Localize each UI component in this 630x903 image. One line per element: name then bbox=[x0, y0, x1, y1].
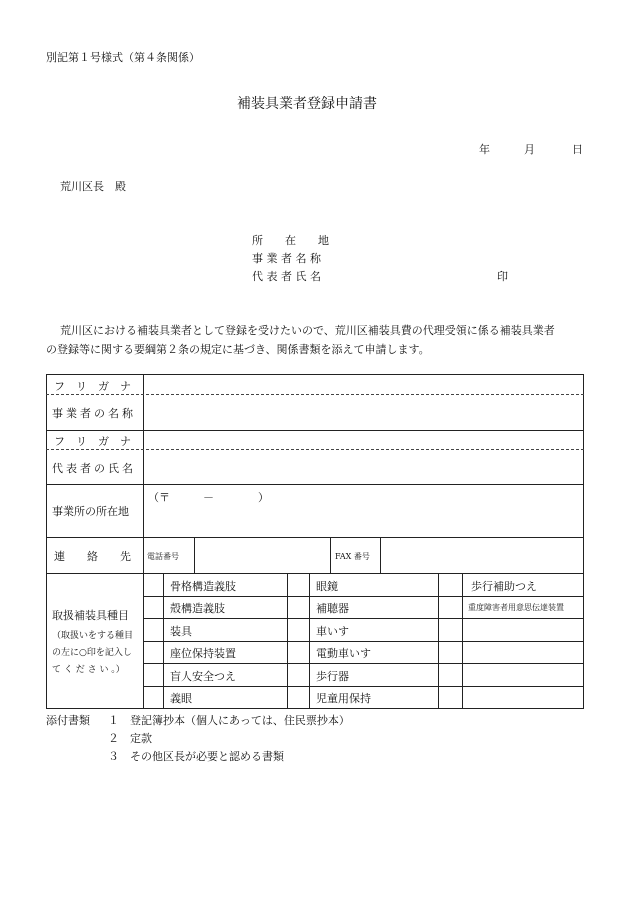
item-communication-device: 重度障害者用意思伝達装置 bbox=[468, 603, 564, 612]
category-note-1: （取扱いをする種目 bbox=[52, 631, 134, 641]
date-month: 月 bbox=[524, 143, 535, 156]
date-year: 年 bbox=[479, 143, 490, 156]
body-line-1: 荒川区における補装具業者として登録を受けたいので、荒川区補装具費の代理受領に係る補装具業者 bbox=[60, 324, 555, 337]
item-artificial-eye: 義眼 bbox=[170, 692, 192, 705]
contact-row-label: 連 絡 先 bbox=[54, 550, 131, 563]
representative-label: 代 表 者 氏 名 bbox=[252, 270, 321, 283]
form-number: 別記第１号様式（第４条関係） bbox=[46, 51, 200, 64]
fax-label: FAX 番号 bbox=[335, 552, 370, 561]
date-day: 日 bbox=[572, 143, 583, 156]
category-note-2: の左に○印を記入し bbox=[52, 648, 132, 658]
postal-code-field[interactable]: （〒 － ） bbox=[148, 491, 269, 504]
rep-name-row-label: 代表者の氏名 bbox=[52, 462, 136, 475]
furigana-label-1: フ リ ガ ナ bbox=[54, 380, 131, 393]
attachment-item-3: ３ その他区長が必要と認める書類 bbox=[108, 750, 284, 763]
item-white-cane: 盲人安全つえ bbox=[170, 670, 236, 683]
document-title: 補装具業者登録申請書 bbox=[237, 96, 377, 112]
item-skeletal-prosthesis: 骨格構造義肢 bbox=[170, 580, 236, 593]
attachment-item-2: ２ 定款 bbox=[108, 732, 152, 745]
item-walking-cane: 歩行補助つえ bbox=[471, 580, 537, 593]
body-line-2: の登録等に関する要綱第２条の規定に基づき、関係書類を添えて申請します。 bbox=[46, 343, 430, 356]
category-note-3: て く だ さ い 。） bbox=[52, 665, 125, 675]
office-address-row-label: 事業所の所在地 bbox=[52, 505, 129, 518]
attachment-item-1: １ 登記簿抄本（個人にあっては、住民票抄本） bbox=[108, 714, 350, 727]
item-child-support: 児童用保持 bbox=[316, 692, 371, 705]
item-walker: 歩行器 bbox=[316, 670, 349, 683]
item-seating-device: 座位保持装置 bbox=[170, 647, 236, 660]
furigana-label-2: フ リ ガ ナ bbox=[54, 435, 131, 448]
item-hearing-aid: 補聴器 bbox=[316, 602, 349, 615]
attachments-label: 添付書類 bbox=[46, 714, 90, 727]
location-label: 所 在 地 bbox=[252, 234, 329, 247]
tel-label: 電話番号 bbox=[147, 552, 179, 561]
business-name-label: 事 業 者 名 称 bbox=[252, 252, 321, 265]
item-wheelchair: 車いす bbox=[316, 625, 349, 638]
item-electric-wheelchair: 電動車いす bbox=[316, 647, 371, 660]
business-name-row-label: 事業者の名称 bbox=[52, 407, 136, 420]
seal-mark: 印 bbox=[497, 270, 508, 283]
item-eyeglasses: 眼鏡 bbox=[316, 580, 338, 593]
category-title: 取扱補装具種目 bbox=[52, 609, 129, 622]
item-shell-prosthesis: 殻構造義肢 bbox=[170, 602, 225, 615]
item-orthosis: 装具 bbox=[170, 625, 192, 638]
addressee: 荒川区長 殿 bbox=[60, 180, 126, 193]
